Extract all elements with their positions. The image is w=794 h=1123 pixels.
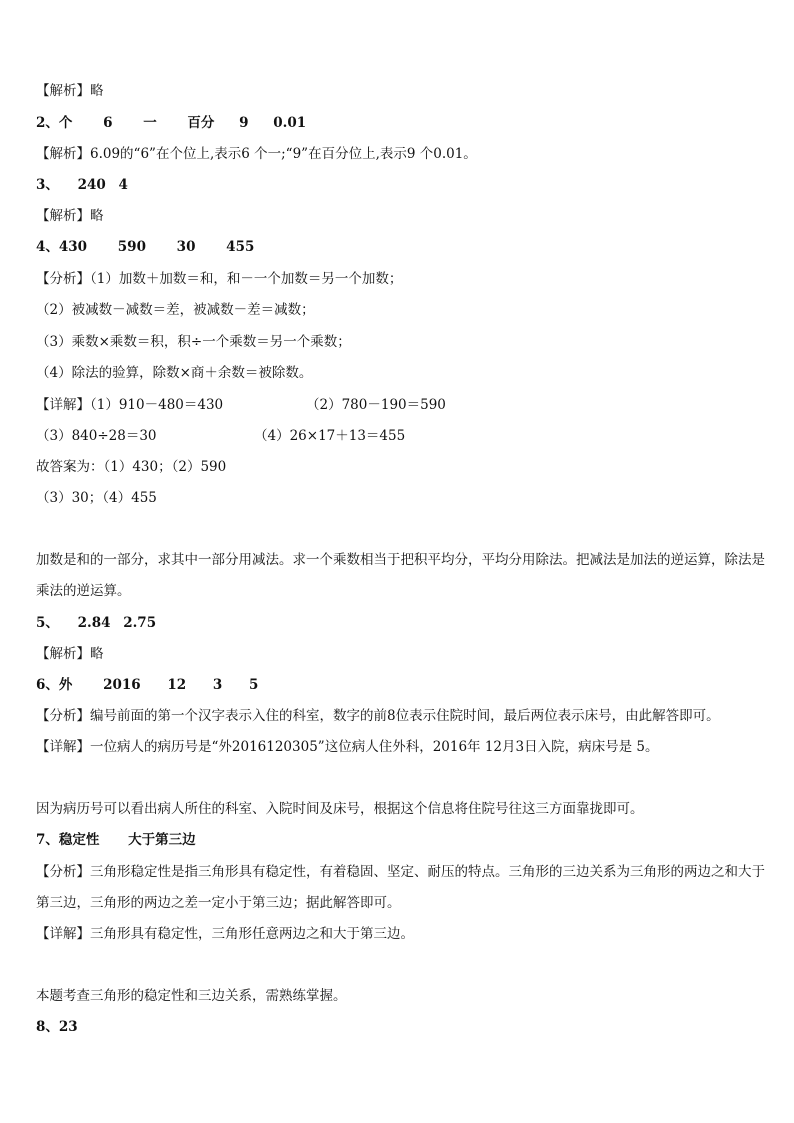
answer-6-part-1: 6、外 bbox=[36, 677, 73, 693]
answer-7-part-2: 大于第三边 bbox=[128, 832, 196, 848]
answer-2 bbox=[36, 114, 306, 132]
answer-4 bbox=[36, 238, 254, 256]
answer-7-summary: 本题考查三角形的稳定性和三边关系，需熟练掌握。 bbox=[36, 988, 347, 1004]
answer-4-analysis-3: （3）乘数×乘数＝积，积÷一个乘数＝另一个乘数； bbox=[36, 334, 351, 350]
answer-6-part-2: 2016 bbox=[103, 677, 141, 693]
answer-6-part-5: 5 bbox=[249, 677, 259, 693]
answer-4-part-1: 4、430 bbox=[36, 239, 88, 255]
answer-4-part-2: 590 bbox=[117, 239, 146, 255]
answer-4-analysis-4: （4）除法的验算，除数×商＋余数＝被除数。 bbox=[36, 365, 313, 381]
detail-calc-2: （2）780－190＝590 bbox=[306, 397, 446, 413]
detail-calc-3: （3）840÷28＝30 bbox=[36, 428, 157, 444]
answer-4-detail-row-2 bbox=[36, 427, 406, 445]
answer-4-part-4: 455 bbox=[226, 239, 255, 255]
answer-5-analysis: 【解析】略 bbox=[36, 646, 104, 662]
answer-3-part-3: 4 bbox=[118, 177, 128, 193]
detail-calc-4: （4）26×17＋13＝455 bbox=[254, 428, 406, 444]
answer-6-part-3: 12 bbox=[167, 677, 187, 693]
answer-5-part-3: 2.75 bbox=[123, 615, 157, 631]
answer-2-part-3: 一 bbox=[143, 115, 157, 131]
answer-4-detail-row-1 bbox=[36, 396, 446, 414]
answer-6-summary: 因为病历号可以看出病人所住的科室、入院时间及床号，根据这个信息将住院号往这三方面靠拢即可。 bbox=[36, 801, 644, 817]
answer-2-part-6: 0.01 bbox=[273, 115, 307, 131]
answer-5 bbox=[36, 614, 156, 632]
answer-3-analysis: 【解析】略 bbox=[36, 208, 104, 224]
answer-7-analysis: 【分析】三角形稳定性是指三角形具有稳定性，有着稳固、坚定、耐压的特点。三角形的三边关系为三角形的两边之和大于第三边，三角形的两边之差一定小于第三边；据此解答即可。 bbox=[36, 864, 765, 911]
answer-2-analysis: 【解析】6.09的“6”在个位上,表示6 个一;“9”在百分位上,表示9 个0.01。 bbox=[36, 146, 477, 162]
answer-5-part-1: 5、 bbox=[36, 615, 59, 631]
answer-6-analysis: 【分析】编号前面的第一个汉字表示入住的科室，数字的前8位表示住院时间，最后两位表示床号，由此解答即可。 bbox=[36, 708, 720, 724]
answer-4-part-3: 30 bbox=[176, 239, 196, 255]
answer-4-conclusion-2: （3）30；（4）455 bbox=[36, 490, 157, 506]
answer-7 bbox=[36, 831, 196, 849]
answer-4-analysis-1: 【分析】（1）加数＋加数＝和，和－一个加数＝另一个加数； bbox=[36, 271, 403, 287]
answer-2-part-5: 9 bbox=[239, 115, 249, 131]
answer-6 bbox=[36, 676, 258, 694]
answer-8: 8、23 bbox=[36, 1019, 78, 1035]
answer-3-part-2: 240 bbox=[77, 177, 106, 193]
answer-1-analysis: 【解析】略 bbox=[36, 83, 104, 99]
answer-7-part-1: 7、稳定性 bbox=[36, 832, 100, 848]
answer-2-part-4: 百分 bbox=[187, 115, 215, 131]
answer-4-summary: 加数是和的一部分，求其中一部分用减法。求一个乘数相当于把积平均分，平均分用除法。把减法是加法的逆运算，除法是乘法的逆运算。 bbox=[36, 552, 765, 599]
answer-2-part-1: 2、个 bbox=[36, 115, 73, 131]
answer-4-analysis-2: （2）被减数－减数＝差，被减数－差＝减数； bbox=[36, 302, 315, 318]
answer-2-part-2: 6 bbox=[103, 115, 113, 131]
answer-6-part-4: 3 bbox=[212, 677, 223, 693]
detail-calc-1: 【详解】（1）910－480＝430 bbox=[36, 397, 224, 413]
answer-5-part-2: 2.84 bbox=[77, 615, 111, 631]
answer-3-part-1: 3、 bbox=[36, 177, 59, 193]
answer-3 bbox=[36, 176, 128, 194]
answer-6-detail: 【详解】一位病人的病历号是“外2016120305”这位病人住外科，2016年 12月3日入院，病床号是 5。 bbox=[36, 739, 659, 755]
answer-7-detail: 【详解】三角形具有稳定性，三角形任意两边之和大于第三边。 bbox=[36, 926, 414, 942]
answer-4-conclusion-1: 故答案为：（1）430；（2）590 bbox=[36, 459, 227, 475]
